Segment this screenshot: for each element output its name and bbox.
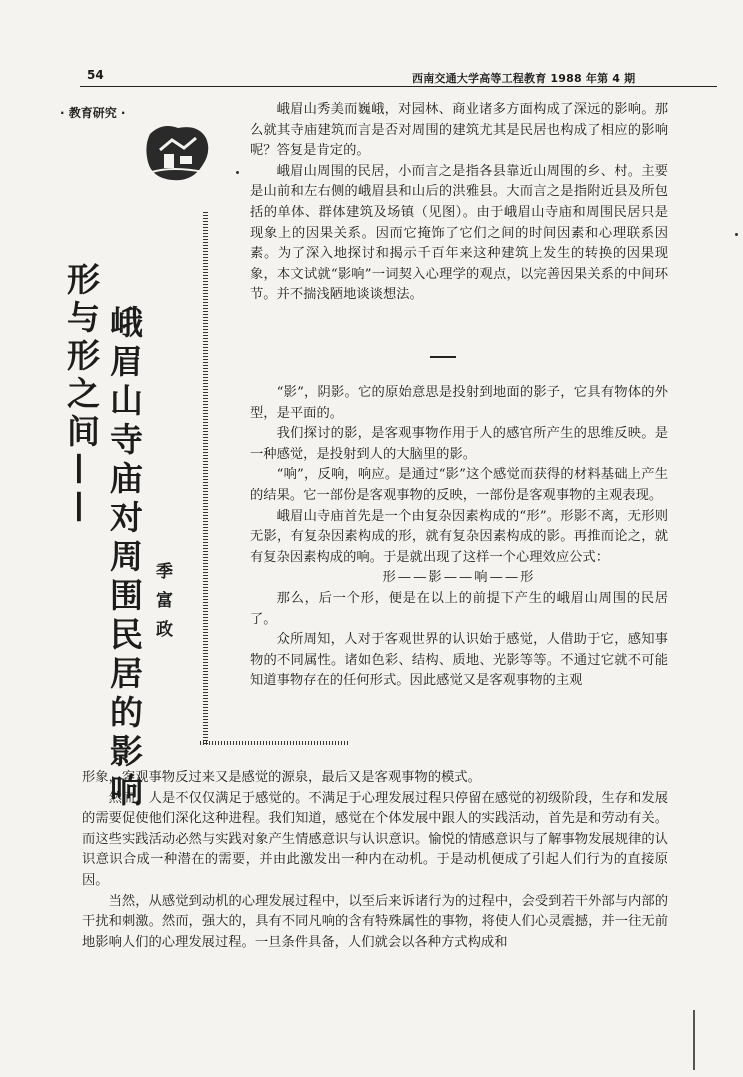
full-width-text [82, 768, 668, 953]
scan-speck [735, 233, 738, 236]
paragraph: 当然，从感觉到动机的心理发展过程中，以至后来诉诸行为的过程中，会受到若干外部与内部的干扰和刺激。然而，强大的，具有不同凡响的含有特殊属性的事物，将使人们心灵震撼，并一往无前地影响人们的心理发展过程。一旦条件具备，人们就会以各种方式构成和 [82, 893, 668, 950]
paragraph: 形象，客观事物反过来又是感觉的源泉，最后又是客观事物的模式。 [82, 770, 481, 785]
paragraph: 那么，后一个形，便是在以上的前提下产生的峨眉山周围的民居了。 [250, 590, 668, 627]
decorative-bottom-bar [200, 741, 350, 745]
paragraph: 峨眉山秀美而巍峨，对园林、商业诸多方面构成了深远的影响。那么就其寺庙建筑而言是否对周围的建筑尤其是民居也构成了相应的影响呢？答复是肯定的。 [250, 102, 668, 159]
paragraph: 我们探讨的影，是客观事物作用于人的感官所产生的思维反映。是一种感觉，是投射到人的大脑里的影。 [250, 426, 668, 462]
scan-edge-line [693, 1010, 695, 1070]
page-number: 54 [87, 68, 104, 82]
header-rule [80, 86, 717, 87]
intro-text [82, 100, 668, 306]
paragraph: 峨眉山寺庙首先是一个由复杂因素构成的“形”。形影不离，无形则无影，有复杂因素构成的形，就有复杂因素构成的影。再推而论之，就有复杂因素构成的响。于是就出现了这样一个心理效应公式： [250, 508, 668, 565]
paragraph: “响”，反响，响应。是通过“影”这个感觉而获得的材料基础上产生的结果。它一部份是客观事物的反映，一部份是客观事物的主观表现。 [250, 467, 668, 503]
paragraph: 然而，人是不仅仅满足于感觉的。不满足于心理发展过程只停留在感觉的初级阶段，生存和发展的需要促使他们深化这种进程。我们知道，感觉在个体发展中跟人的实践活动，首先是和劳动有关。而这些实践活动必然与实践对象产生情感意识与认识意识。愉悦的情感意识与了解事物发展规律的认识意识合成一种潜在的需要，并由此激发出一种内在动机。于是动机便成了引起人们行为的直接原因。 [82, 790, 668, 888]
article-title: 形与形之间—— [62, 262, 101, 528]
article-subtitle: 峨眉山寺庙对周围民居的影响 [105, 305, 144, 812]
section-mark [430, 356, 456, 358]
column-tag: · 教育研究 · [60, 106, 126, 120]
author-name: 季富政 [152, 562, 172, 649]
paragraph: “影”，阴影。它的原始意思是投射到地面的影子，它具有物体的外型，是平面的。 [250, 385, 668, 421]
wrapped-text [82, 383, 668, 692]
paragraph: 峨眉山周围的民居，小而言之是指各县靠近山周围的乡、村。主要是山前和左右侧的峨眉县和山后的洪雅县。大而言之是指附近县及所包括的单体、群体建筑及场镇（见图）。由于峨眉山寺庙和周围民居只是现象上的因果关系。因而它掩饰了它们之间的时间因素和心理联系因素。为了深入地探讨和揭示千百年来这种建筑上发生的转换的因果现象，本文试就“影响”一词契入心理学的观点，以完善因果关系的中间环节。并不揣浅陋地谈谈想法。 [250, 163, 668, 303]
paragraph: 众所周知，人对于客观世界的认识始于感觉，人借助于它，感知事物的不同属性。诸如色彩、结构、质地、光影等等。不通过它就不可能知道事物存在的任何形式。因此感觉又是客观事物的主观 [250, 632, 668, 689]
scan-speck [236, 171, 239, 174]
journal-header: 西南交通大学高等工程教育 1988 年第 4 期 [412, 72, 636, 85]
formula: 形——影——响——形 [382, 570, 536, 586]
